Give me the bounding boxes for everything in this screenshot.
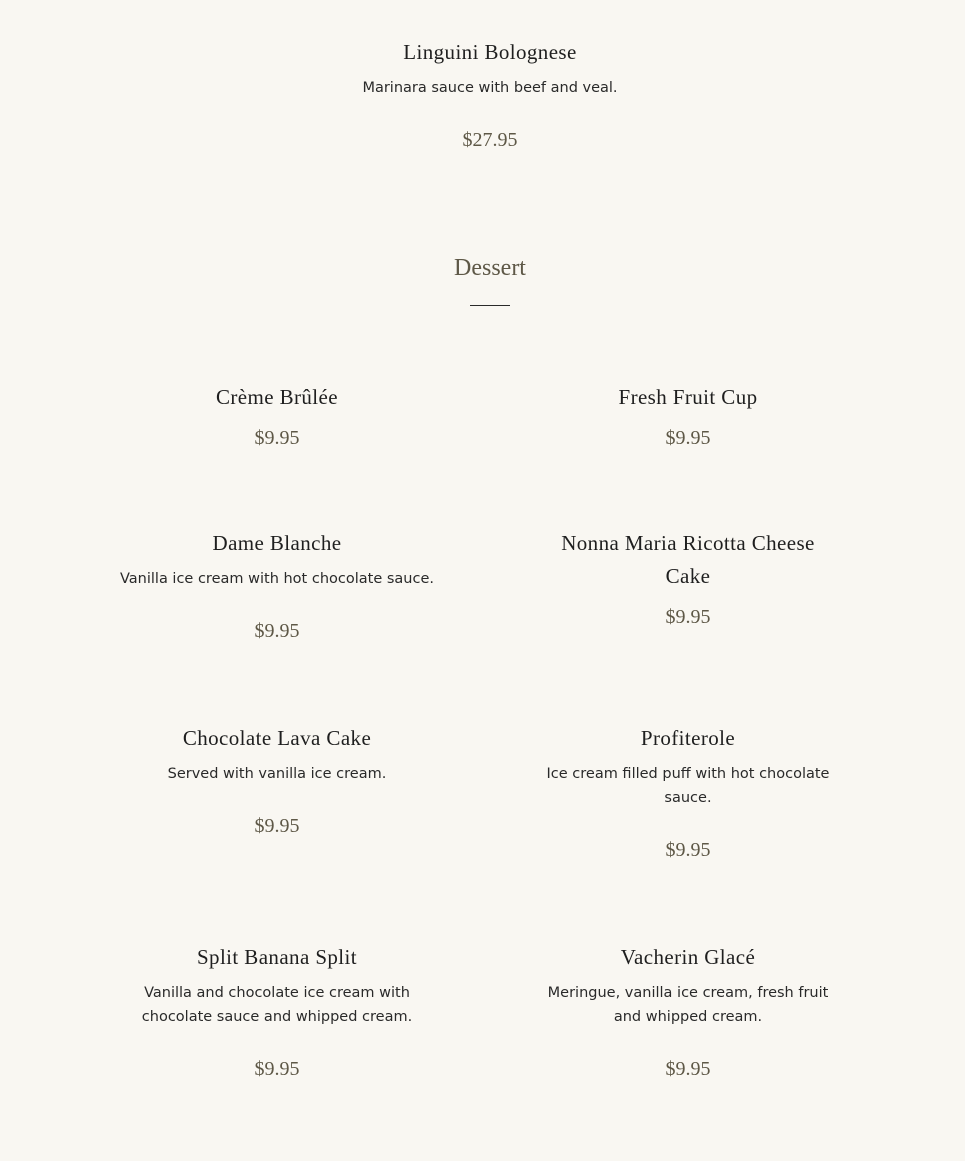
item-description: Ice cream filled puff with hot chocolate sauce.: [546, 766, 830, 806]
menu-item-linguini: [0, 36, 965, 153]
item-description: Vanilla and chocolate ice cream with chocolate sauce and whipped cream.: [141, 985, 413, 1025]
item-name: Crème Brûlée: [215, 385, 338, 409]
item-name: Split Banana Split: [196, 945, 358, 969]
item-price: $9.95: [254, 815, 300, 837]
menu-item: [132, 941, 422, 1082]
item-price: $9.95: [665, 427, 711, 449]
item-name: Chocolate Lava Cake: [182, 726, 372, 750]
item-name: Linguini Bolognese: [403, 40, 577, 64]
menu-item: [533, 941, 843, 1082]
item-description: Served with vanilla ice cream.: [167, 766, 387, 782]
menu-item: [538, 527, 838, 630]
section-divider: [470, 305, 510, 306]
item-description: Vanilla ice cream with hot chocolate sauce.: [119, 571, 434, 587]
menu-item: [117, 722, 437, 839]
item-description: Marinara sauce with beef and veal.: [362, 80, 618, 96]
menu-item: [117, 527, 437, 644]
section-title: Dessert: [454, 255, 526, 281]
item-price: $9.95: [254, 427, 300, 449]
item-price: $9.95: [665, 1058, 711, 1080]
item-name: Profiterole: [640, 726, 736, 750]
menu-item: [543, 722, 833, 863]
item-description: Meringue, vanilla ice cream, fresh fruit and whipped cream.: [547, 985, 829, 1025]
item-price: $9.95: [665, 839, 711, 861]
item-price: $9.95: [665, 606, 711, 628]
menu-item: [528, 381, 848, 451]
item-name: Vacherin Glacé: [620, 945, 756, 969]
item-name: Fresh Fruit Cup: [618, 385, 758, 409]
menu-item: [117, 381, 437, 451]
section-header-dessert: [0, 252, 965, 306]
item-name: Nonna Maria Ricotta Cheese Cake: [561, 531, 815, 588]
item-price: $9.95: [254, 620, 300, 642]
item-price: $9.95: [254, 1058, 300, 1080]
item-price: $27.95: [462, 129, 518, 151]
item-name: Dame Blanche: [212, 531, 342, 555]
